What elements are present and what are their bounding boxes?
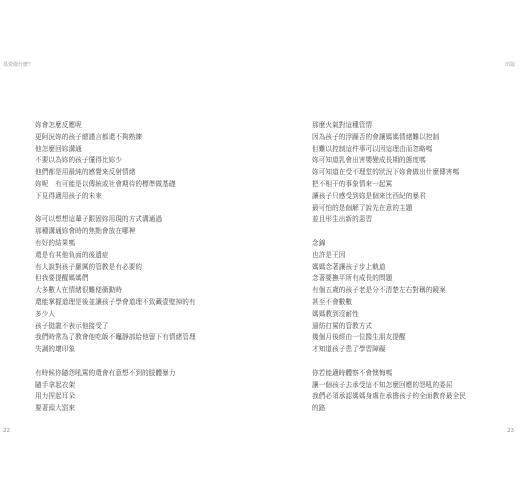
- text-line: 逼紡打罵的管教方式: [312, 321, 373, 330]
- text-line: 把不相干的事象情來一起罵: [312, 179, 393, 188]
- text-line: 媽媽念著讓孩子步上軌道: [312, 262, 386, 271]
- stanza: [35, 120, 235, 203]
- text-line: 下見得適用孩子的未來: [35, 191, 102, 200]
- stanza: [312, 120, 512, 226]
- text-line: 失調的壞印象: [35, 345, 76, 354]
- text-line: 念著要撫平所有成長的問題: [312, 274, 393, 283]
- text-line: 妳可知道在受不理堂的狀況下妳會做出什麼傳害嗎: [312, 168, 460, 177]
- text-line: 我們必須承認媽媽身處在承擔孩子的全面教育最全民: [312, 392, 466, 401]
- text-line: 甚至不會數數: [312, 297, 353, 306]
- text-line: 念錦: [312, 238, 326, 247]
- right-running-head: 出版: [504, 62, 515, 68]
- text-line: 妳呢 有可能是以傳統或社會期待的標準做基礎: [35, 179, 176, 188]
- text-line: 妳可知道乳會出害嬰變成長期的態度嗎: [312, 156, 426, 165]
- text-line: 但難以控制這件事可以因這理由而忽略嗎: [312, 144, 433, 153]
- text-line: 用力捏起耳朵: [35, 392, 76, 401]
- text-line: 他怎麼回妳溝通: [35, 144, 82, 153]
- left-page-body: [35, 120, 235, 415]
- text-line: 不要以為妳的孩子懂得比妳少: [35, 156, 123, 165]
- text-line: 妳可以想想這輩子跟固妳用現的方式溝通過: [35, 215, 163, 224]
- text-line: 有個五歲的孩子老是分不清楚左右對稱的鏡案: [312, 286, 446, 295]
- text-line: 有人說對孩子嚴厲的管教是有必要的: [35, 262, 143, 271]
- stanza: [312, 238, 512, 356]
- stanza: [35, 214, 235, 356]
- stanza: [312, 368, 512, 415]
- text-line: 讓一個孩子去承受這不知怎麼回應的怨吼的委屈: [312, 380, 453, 389]
- text-line: 我們時常為了教會他吃飯不竈靜部給他留下有情緒管理: [35, 333, 196, 342]
- text-line: 但我要提醒媽媽們: [35, 274, 89, 283]
- left-page-number: 22: [3, 428, 10, 434]
- text-line: 還是有其他負面的後遺症: [35, 250, 109, 259]
- text-line: 才知道孩子患了學習障礙: [312, 345, 386, 354]
- text-line: 妳會怎麼反應呢: [35, 121, 82, 129]
- text-line: 媽媽教到沒耐性: [312, 309, 359, 318]
- text-line: 更阿況妳的孩子總謹言都還不夠熟練: [35, 132, 143, 141]
- right-page-body: [312, 120, 512, 415]
- left-running-head: 爲愛做什麼？: [3, 62, 34, 68]
- text-line: 並且形生出新的惡習: [312, 215, 373, 224]
- text-line: 多少人: [35, 309, 56, 318]
- text-line: 那種溝通妳會時的焦點會放在哪裡: [35, 227, 136, 236]
- text-line: 那麼火氣對這種管情: [312, 121, 373, 129]
- text-line: 有時候你隨怨吼罵的還會有意想不到的肢體暴力: [35, 368, 176, 377]
- text-line: 隨手拿起衣架: [35, 380, 76, 389]
- text-line: 孩子挺龍不表示他接受了: [35, 321, 109, 330]
- text-line: 最可怕的是個解了說先在意的主題: [312, 203, 413, 212]
- text-line: 也許是王因: [312, 250, 346, 259]
- text-line: 因為孩子的浮躁否的會讓媽媽情緒難以控制: [312, 132, 440, 141]
- right-page-number: 23: [507, 428, 514, 434]
- text-line: 還能掌握道理是後並讓孩子學會道理不致藏壹壁掉的有: [35, 297, 196, 306]
- text-line: 讓孩子只感受到妳是個來比西紀的暴君: [312, 191, 426, 200]
- text-line: 的路: [312, 404, 326, 413]
- text-line: 他們都是用最純的感覺來反射情緒: [35, 168, 136, 177]
- text-line: 你若能適時體察不會懊悔嗎: [312, 368, 393, 377]
- text-line: 幾個月後經由一位醫生朋友提醒: [312, 333, 406, 342]
- stanza: [35, 368, 235, 415]
- text-line: 有好的結果嗎: [35, 238, 76, 247]
- text-line: 大多數人在情緒很難便衝動時: [35, 286, 123, 295]
- text-line: 要著頭大罰來: [35, 404, 76, 413]
- right-page: [260, 0, 520, 500]
